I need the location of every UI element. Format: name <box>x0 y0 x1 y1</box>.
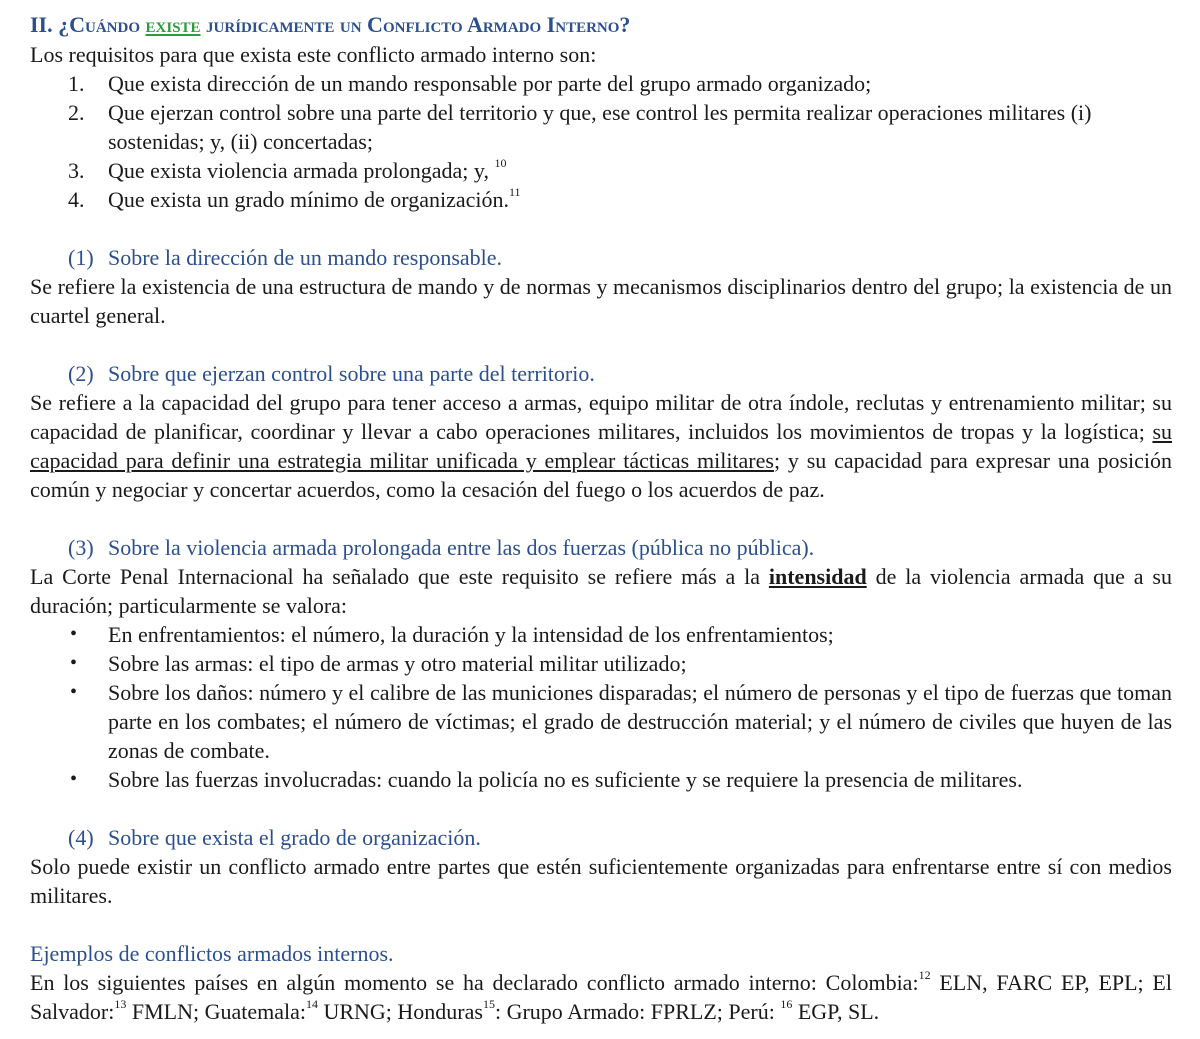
requirement-text: Que exista un grado mínimo de organización. <box>108 187 509 212</box>
intro-text: Los requisitos para que exista este conflicto armado interno son: <box>30 42 597 67</box>
body-text: de la violencia armada que a su duración; particularmente se valora: <box>30 564 1172 618</box>
list-item <box>30 765 1172 794</box>
requirement-item <box>30 156 1172 185</box>
footnote-ref[interactable]: 10 <box>494 155 507 170</box>
body-text: La Corte Penal Internacional ha señalado que este requisito se refiere más a la <box>30 564 769 589</box>
section-4-body: Solo puede existir un conflicto armado entre partes que estén suficientemente organizadas para enfrentarse entre sí con medios militares. <box>30 854 1172 908</box>
footnote-ref[interactable]: 15 <box>482 996 495 1011</box>
footnote-ref[interactable]: 12 <box>918 967 931 982</box>
bullet-icon: • <box>70 768 78 790</box>
subheading-text: Sobre que ejerzan control sobre una parte del territorio. <box>108 361 595 386</box>
footnote-ref[interactable]: 14 <box>305 996 318 1011</box>
underlined-text: su capacidad para definir una estrategia militar unificada y emplear tácticas militares <box>30 419 1172 473</box>
subheading-number: (2) <box>68 361 94 386</box>
list-item-text: Sobre las fuerzas involucradas: cuando la policía no es suficiente y se requiere la presencia de militares. <box>108 767 1023 792</box>
list-item <box>30 678 1172 765</box>
requirements-list <box>30 69 1172 214</box>
title-emphasis: existe <box>145 12 201 37</box>
body-text: EGP, SL. <box>792 999 880 1024</box>
requirement-text: Que ejerzan control sobre una parte del territorio y que, ese control les permita realizar operaciones militares (i) sostenidas; y, (ii) concertadas; <box>108 100 1092 154</box>
subheading-number: (3) <box>68 535 94 560</box>
title-prefix: II. ¿Cuándo <box>30 12 146 37</box>
body-text: ; y su capacidad para expresar una posición común y negociar y concertar acuerdos, como la cesación del fuego o los acuerdos de paz. <box>30 448 1172 502</box>
subheading-3 <box>30 533 1172 562</box>
list-item-text: Sobre las armas: el tipo de armas y otro material militar utilizado; <box>108 651 687 676</box>
requirement-number: 3. <box>68 158 85 183</box>
subheading-1 <box>30 243 1172 272</box>
requirement-item <box>30 185 1172 214</box>
list-item-text: En enfrentamientos: el número, la duración y la intensidad de los enfrentamientos; <box>108 622 834 647</box>
subheading-number: (4) <box>68 825 94 850</box>
bold-underlined-text: intensidad <box>768 564 867 589</box>
section-2-body <box>30 388 1172 504</box>
requirement-number: 4. <box>68 187 85 212</box>
body-text: En los siguientes países en algún momento se ha declarado conflicto armado interno: Colombia: <box>30 970 919 995</box>
footnote-ref[interactable]: 16 <box>780 996 793 1011</box>
subheading-2 <box>30 359 1172 388</box>
subheading-text: Sobre la violencia armada prolongada entre las dos fuerzas (pública no pública). <box>108 535 815 560</box>
subheading-text: Sobre la dirección de un mando responsable. <box>108 245 503 270</box>
subheading-text: Sobre que exista el grado de organización. <box>108 825 481 850</box>
section-1-body: Se refiere la existencia de una estructura de mando y de normas y mecanismos disciplinarios dentro del grupo; la existencia de un cuartel general. <box>30 274 1172 328</box>
body-text: : Grupo Armado: FPRLZ; Perú: <box>494 999 781 1024</box>
body-text: FMLN; Guatemala: <box>126 999 306 1024</box>
section-3-body <box>30 562 1172 620</box>
examples-heading: Ejemplos de conflictos armados internos. <box>30 941 394 966</box>
list-item <box>30 620 1172 649</box>
requirement-text: Que exista violencia armada prolongada; y, <box>108 158 495 183</box>
list-item <box>30 649 1172 678</box>
footnote-ref[interactable]: 11 <box>508 184 521 199</box>
body-text: URNG; Honduras <box>317 999 483 1024</box>
bullet-icon: • <box>70 652 78 674</box>
requirement-item <box>30 69 1172 98</box>
subheading-4 <box>30 823 1172 852</box>
examples-body <box>30 968 1172 1026</box>
requirement-item <box>30 98 1172 156</box>
bullet-icon: • <box>70 623 78 645</box>
requirement-text: Que exista dirección de un mando responsable por parte del grupo armado organizado; <box>108 71 872 96</box>
body-text: ELN, FARC EP, EPL; El Salvador: <box>30 970 1172 1024</box>
body-text: Se refiere a la capacidad del grupo para tener acceso a armas, equipo militar de otra índole, reclutas y entrenamiento militar; su capacidad de planificar, coordinar y llevar a cabo operaciones militares, incluidos los movimientos de tropas y la logística; <box>30 390 1172 444</box>
criteria-list <box>30 620 1172 794</box>
requirement-number: 1. <box>68 71 85 96</box>
bullet-icon: • <box>70 681 78 703</box>
list-item-text: Sobre los daños: número y el calibre de las municiones disparadas; el número de personas y el tipo de fuerzas que toman parte en los combates; el número de víctimas; el grado de destrucción material; y el número de civiles que huyen de las zonas de combate. <box>108 680 1172 763</box>
title-suffix: jurídicamente un Conflicto Armado Interno? <box>200 12 631 37</box>
requirement-number: 2. <box>68 100 85 125</box>
footnote-ref[interactable]: 13 <box>114 996 127 1011</box>
section-title <box>30 10 1172 40</box>
subheading-number: (1) <box>68 245 94 270</box>
